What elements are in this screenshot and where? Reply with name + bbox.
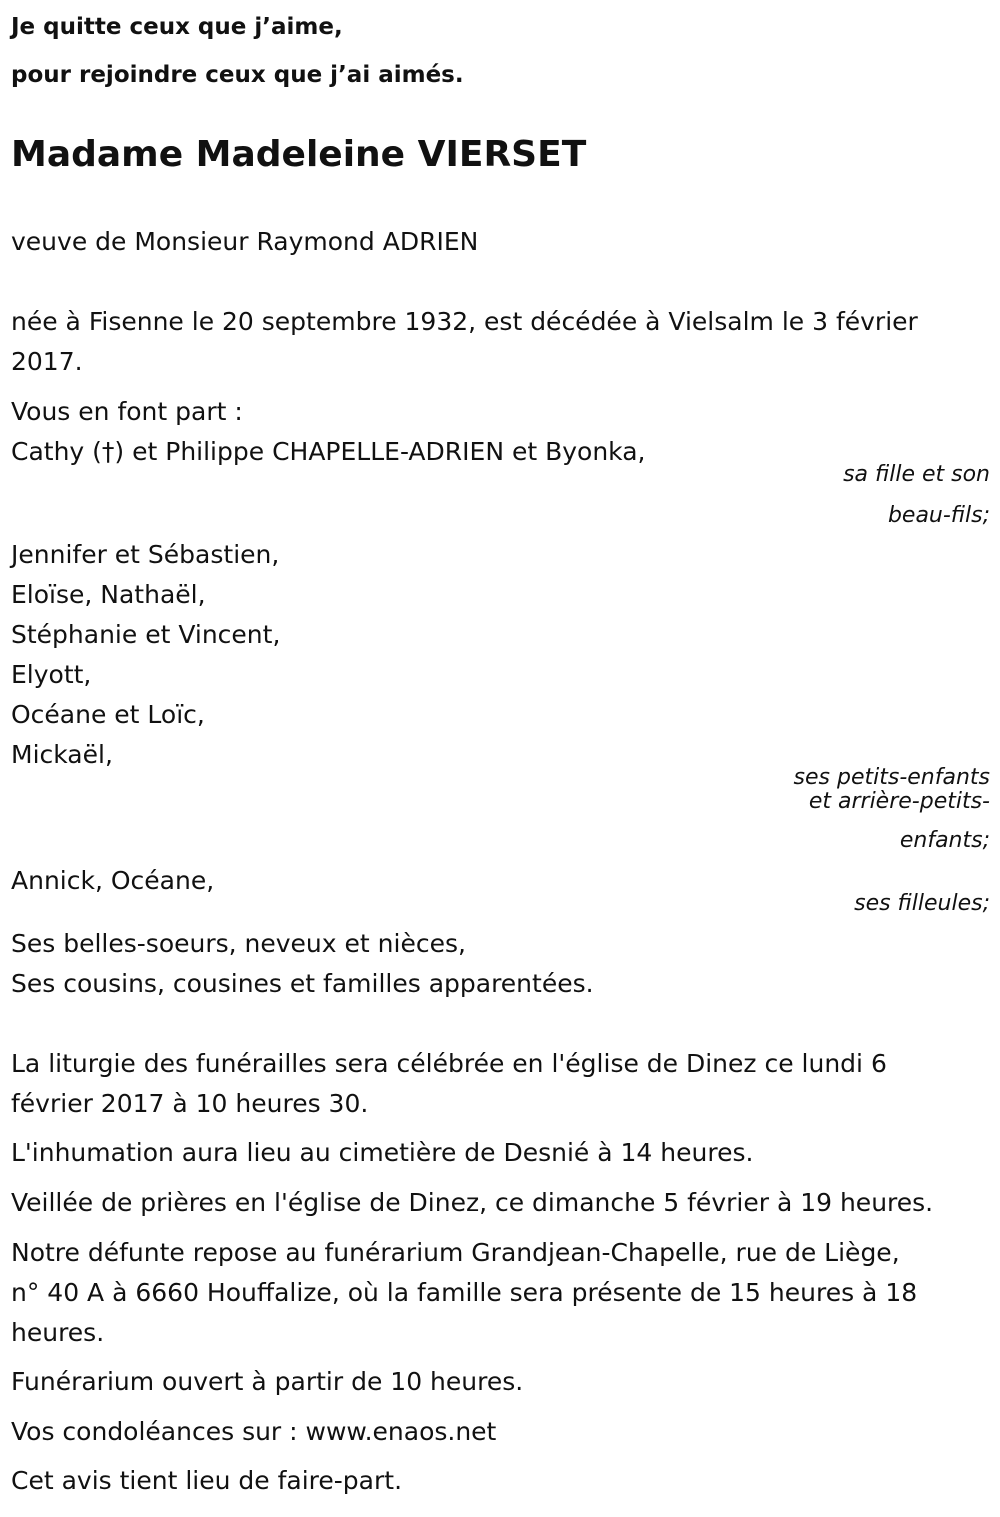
- notice-line: Cet avis tient lieu de faire-part.: [11, 1466, 403, 1495]
- grandchild-line: Océane et Loïc,: [11, 700, 205, 729]
- grandchild-line: Stéphanie et Vincent,: [11, 620, 281, 649]
- vigil-line: Veillée de prières en l'église de Dinez, ce dimanche 5 février à 19 heures.: [11, 1188, 934, 1217]
- children-relation-2: beau-fils;: [887, 503, 990, 528]
- goddaughters-line: Annick, Océane,: [11, 866, 215, 895]
- repose-line-2: n° 40 A à 6660 Houffalize, où la famille sera présente de 15 heures à 18: [11, 1278, 918, 1307]
- grandchild-line: Elyott,: [11, 660, 92, 689]
- grandchildren-relation-1: ses petits-enfants: [793, 765, 990, 790]
- epitaph-line-1: Je quitte ceux que j’aime,: [11, 14, 343, 40]
- grandchildren-relation-2: et arrière-petits-: [808, 789, 990, 814]
- birth-death-line-2: 2017.: [11, 347, 83, 376]
- deceased-name: Madame Madeleine VIERSET: [11, 134, 587, 175]
- repose-line-3: heures.: [11, 1318, 105, 1347]
- spouse-line: veuve de Monsieur Raymond ADRIEN: [11, 227, 479, 256]
- announcement-intro: Vous en font part :: [11, 397, 243, 426]
- children-relation-1: sa fille et son: [843, 462, 990, 487]
- grandchild-line: Eloïse, Nathaël,: [11, 580, 206, 609]
- other-relatives-line-2: Ses cousins, cousines et familles apparentées.: [11, 969, 594, 998]
- condolences-line: Vos condoléances sur : www.enaos.net: [11, 1417, 497, 1446]
- birth-death-line-1: née à Fisenne le 20 septembre 1932, est décédée à Vielsalm le 3 février: [11, 307, 918, 336]
- liturgy-line-1: La liturgie des funérailles sera célébrée en l'église de Dinez ce lundi 6: [11, 1049, 887, 1078]
- children-line: Cathy (†) et Philippe CHAPELLE-ADRIEN et Byonka,: [11, 437, 646, 466]
- goddaughters-relation: ses filleules;: [854, 891, 990, 916]
- repose-line-1: Notre défunte repose au funérarium Grandjean-Chapelle, rue de Liège,: [11, 1238, 900, 1267]
- burial-line: L'inhumation aura lieu au cimetière de Desnié à 14 heures.: [11, 1138, 754, 1167]
- liturgy-line-2: février 2017 à 10 heures 30.: [11, 1089, 369, 1118]
- grandchild-line: Jennifer et Sébastien,: [11, 540, 280, 569]
- grandchild-line: Mickaël,: [11, 740, 113, 769]
- other-relatives-line-1: Ses belles-soeurs, neveux et nièces,: [11, 929, 466, 958]
- funerarium-opening-line: Funérarium ouvert à partir de 10 heures.: [11, 1367, 524, 1396]
- grandchildren-relation-3: enfants;: [899, 828, 990, 853]
- epitaph-line-2: pour rejoindre ceux que j’ai aimés.: [11, 62, 464, 88]
